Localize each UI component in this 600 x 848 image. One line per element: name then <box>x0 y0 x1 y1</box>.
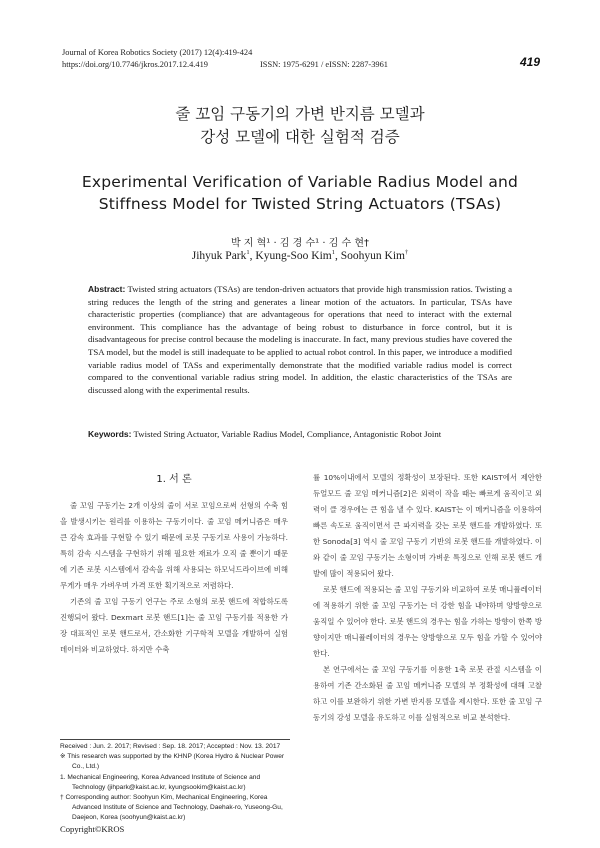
author-affiliation-mark: 1 <box>246 249 250 256</box>
author-affiliation-mark: † <box>404 249 409 256</box>
paragraph: 본 연구에서는 줄 꼬임 구동기를 이용한 1축 로봇 관절 시스템을 이용하여 기존 간소화된 줄 꼬임 메커니즘 모델의 부 정확성에 대해 고찰하고 이를 보완하기 위한 가변 반지름 모델을 제시한다. 또한 줄 꼬임 구동기의 강성 모델을 유도하고 이를 실험적으로 비교 분석한다. <box>313 665 542 722</box>
keywords <box>88 428 512 440</box>
english-title <box>0 171 600 215</box>
paragraph: 기존의 줄 꼬임 구동기 연구는 주로 소형의 로봇 핸드에 적합하도록 진행되어 왔다. Dexmart 로봇 핸드[1]는 줄 꼬임 구동기를 적용한 가장 대표적인 로봇 핸드로서, 간소화한 기구학적 모델을 개발하여 실험 데이터와 비교하였다. 하지만 수축 <box>60 597 288 654</box>
paragraph: 률 10%이내에서 모델의 정확성이 보장된다. 또한 KAIST에서 제안한 듀얼모드 줄 꼬임 메커니즘[2]은 외력이 작을 때는 빠르게 움직이고 외력이 클 경우에는 큰 힘을 낼 수 있다. KAIST는 이 메커니즘을 이용하여 빠른 속도로 움직이면서 큰 파지력을 갖는 로봇 핸드를 개발하였다. 또한 Sonoda[3] 역시 줄 꼬임 구동기 기반의 로봇 핸드를 개발하였다. 이와 같이 줄 꼬임 구동기는 소형이며 가벼운 특징으로 인해 로봇 핸드 개발에 많이 적용되어 왔다. <box>313 473 542 578</box>
received-dates: Received : Jun. 2. 2017; Revised : Sep. 18. 2017; Accepted : Nov. 13. 2017 <box>60 743 281 750</box>
issn: ISSN: 1975-6291 / eISSN: 2287-3961 <box>260 60 388 69</box>
english-title-line2: Stiffness Model for Twisted String Actuators (TSAs) <box>98 195 502 213</box>
author-separator: , <box>335 250 341 262</box>
body-column-right <box>313 470 542 726</box>
korean-title <box>0 103 600 149</box>
journal-citation: Journal of Korea Robotics Society (2017) 12(4):419-424 <box>62 48 253 57</box>
author-name: Jihyuk Park <box>191 250 247 262</box>
doi-link[interactable]: https://doi.org/10.7746/jkros.2017.12.4.419 <box>62 60 208 69</box>
keywords-text: Twisted String Actuator, Variable Radius Model, Compliance, Antagonistic Robot Joint <box>133 429 442 439</box>
abstract-label: Abstract: <box>88 284 126 294</box>
abstract-text: Twisted string actuators (TSAs) are tendon-driven actuators that provide high transmission ratios. Twisting a string reduces the length of the string and generates a linear motion of the actuators. In particular, TSAs have characteristic properties (compliance) that are advantageous for operations that need to interact with the external environment. This compliance has the advantage of being robust to disturbance in force control, but it is disadvantageous for precise control because the modeling is inaccurate. In fact, many previous studies have covered the TSA model, but the model is still inadequate to be applied to actual robot control. In this paper, we introduce a modified variable radius model of TASs and experimentally demonstrate that the modified variable radius model is correct compared to the conventional variable radius string model. In addition, the elastic characteristics of the TSAs are discussed along with the experimental results. <box>88 284 512 395</box>
journal-header <box>62 47 542 71</box>
page-number: 419 <box>519 55 540 69</box>
funding-note: ※ This research was supported by the KHNP (Korea Hydro & Nuclear Power Co., Ltd.) <box>60 753 285 771</box>
paragraph: 줄 꼬임 구동기는 2개 이상의 줄이 서로 꼬임으로써 선형의 수축 힘을 발생시키는 원리를 이용하는 구동기이다. 줄 꼬임 메커니즘은 매우 큰 감속 효과를 구현할 수 있기 때문에 로봇 구동기로 사용이 가능하다. 특히 감속 시스템을 구현하기 위해 필요한 재료가 오직 줄 뿐이기 때문에 기존 로봇 시스템에서 감속을 위해 사용되는 하모닉드라이브에 비해 무게가 매우 가벼우며 가격 또한 획기적으로 저렴하다. <box>60 501 288 590</box>
keywords-label: Keywords: <box>88 429 132 439</box>
affiliation-note: 1. Mechanical Engineering, Korea Advanced Institute of Science and Technology (jihpark@kaist.ac.kr, kyungsookim@kaist.ac.kr) <box>60 773 261 791</box>
authors-english <box>0 250 600 262</box>
korean-title-line1: 줄 꼬임 구동기의 가변 반지름 모델과 <box>175 105 425 123</box>
paragraph: 로봇 핸드에 적용되는 줄 꼬임 구동기와 비교하여 로봇 매니퓰레이터에 적용하기 위한 줄 꼬임 구동기는 더 강한 힘을 내야하며 양방향으로 움직일 수 있어야 한다. 로봇 핸드의 경우는 힘을 가하는 방향이 한쪽 방향이지만 매니퓰레이터의 경우는 양방향으로 모두 힘을 가할 수 있어야 한다. <box>313 585 542 658</box>
korean-title-line2: 강성 모델에 대한 실험적 검증 <box>200 128 400 146</box>
author-separator: , <box>249 250 256 262</box>
abstract <box>88 283 512 396</box>
corresponding-author-note: † Corresponding author: Soohyun Kim, Mechanical Engineering, Korea Advanced Institute of Science and Technology, Daehak-ro, Yuseong-Gu, Daejeon, Korea (soohyun@kaist.ac.kr) <box>60 794 283 822</box>
author-name: Soohyun Kim <box>340 250 405 262</box>
english-title-line1: Experimental Verification of Variable Radius Model and <box>81 173 519 191</box>
footnote-divider <box>60 739 290 740</box>
author-affiliation-mark: 1 <box>331 249 335 256</box>
author-name: Kyung-Soo Kim <box>255 250 332 262</box>
body-column-left <box>60 498 288 658</box>
section-title: 1. 서 론 <box>156 474 192 485</box>
authors-korean: 박 지 혁¹ · 김 경 수¹ · 김 수 현† <box>230 238 370 249</box>
copyright: Copyright©KROS <box>60 824 125 834</box>
footnotes <box>60 742 292 824</box>
